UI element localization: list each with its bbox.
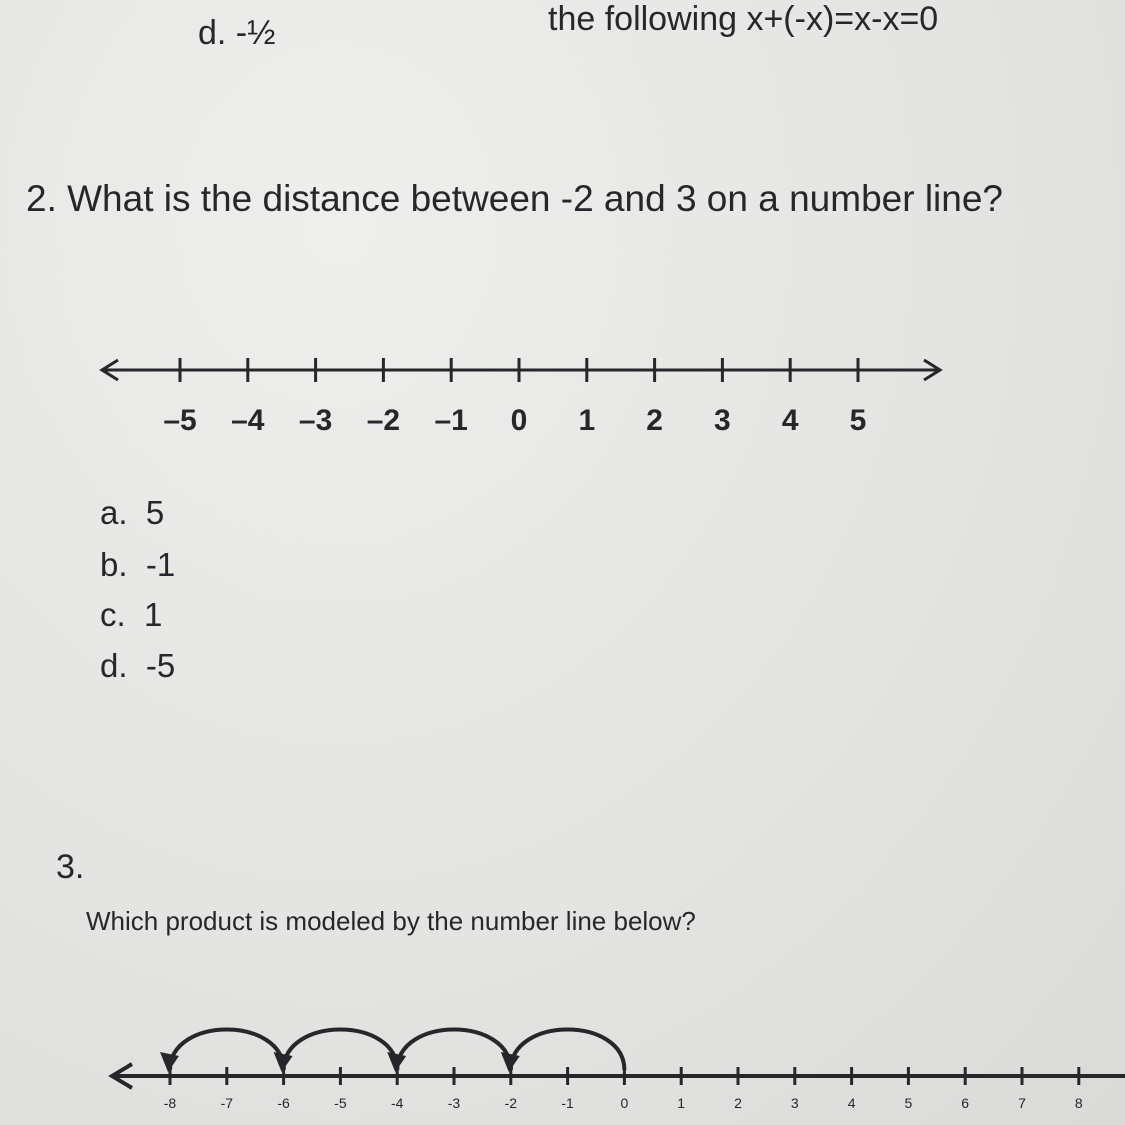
choice-a-letter: a.	[100, 494, 128, 531]
jump-arc	[511, 1030, 625, 1071]
tick-label: –4	[231, 404, 265, 437]
question-3-text: Which product is modeled by the number line below?	[86, 906, 696, 936]
previous-choice-d: d. -½	[198, 14, 276, 52]
tick-label: 5	[849, 404, 867, 437]
tick-label: 2	[734, 1095, 742, 1111]
choice-d-letter: d.	[100, 647, 128, 684]
tick-label: -7	[220, 1095, 234, 1111]
tick-label: –3	[298, 404, 333, 437]
choice-c-letter: c.	[100, 596, 126, 633]
choice-a-value: 5	[145, 494, 165, 531]
tick-label: -8	[163, 1095, 177, 1111]
choice-d-value: -5	[145, 647, 176, 684]
previous-side-note: the following x+(-x)=x-x=0	[548, 0, 939, 38]
tick-label: –2	[366, 404, 401, 437]
question-2-text: 2. What is the distance between -2 and 3 on a number line?	[26, 178, 1003, 219]
tick-label: 1	[578, 404, 596, 437]
choice-b-value: -1	[145, 546, 176, 583]
tick-label: 3	[714, 404, 731, 437]
tick-label: 1	[677, 1095, 686, 1111]
choice-c-value: 1	[144, 596, 163, 633]
choice-b-letter: b.	[100, 546, 128, 583]
jump-arc	[284, 1030, 398, 1071]
tick-label: 4	[847, 1095, 856, 1111]
tick-label: 7	[1018, 1095, 1026, 1111]
tick-label: -5	[334, 1095, 347, 1111]
question-3-number: 3.	[56, 848, 85, 886]
tick-label: 6	[961, 1095, 970, 1111]
tick-label: -2	[504, 1095, 518, 1111]
tick-label: -4	[390, 1095, 404, 1111]
tick-label: 2	[646, 404, 663, 437]
tick-label: 8	[1074, 1095, 1083, 1111]
tick-label: –1	[434, 404, 468, 437]
tick-label: -1	[561, 1095, 574, 1111]
tick-label: 4	[781, 404, 799, 437]
tick-label: 0	[510, 404, 528, 437]
jump-arc	[170, 1030, 284, 1071]
tick-label: -6	[277, 1095, 290, 1111]
tick-label: 5	[904, 1095, 913, 1111]
number-line-axis	[112, 1064, 1125, 1088]
jump-arc	[397, 1030, 511, 1071]
tick-label: –5	[163, 404, 197, 437]
tick-label: 3	[790, 1095, 799, 1111]
tick-label: -3	[447, 1095, 461, 1111]
tick-label: 0	[620, 1095, 629, 1111]
